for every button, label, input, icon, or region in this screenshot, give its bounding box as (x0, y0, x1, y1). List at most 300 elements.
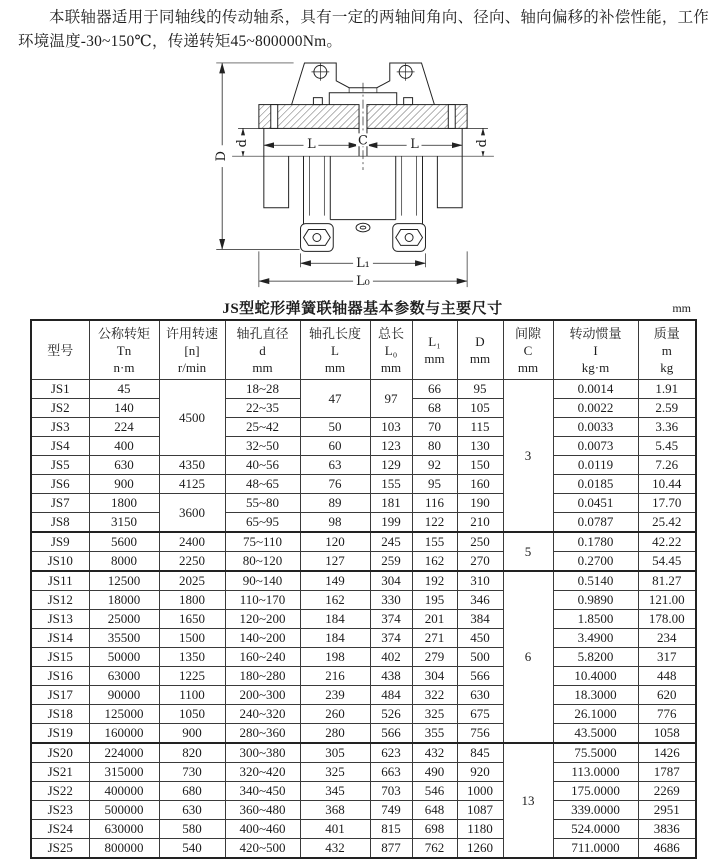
cell-JS25-l1: 762 (412, 839, 457, 859)
cell-JS6-l1: 95 (412, 475, 457, 494)
bolt-left (300, 224, 333, 252)
table-row-JS3 (31, 418, 696, 437)
cell-JS20-bore-length: 305 (300, 743, 370, 763)
cell-JS14-bore-diameter: 140~200 (225, 629, 300, 648)
dim-label-L1: L₁ (355, 256, 370, 272)
cell-JS4-bore-length: 60 (300, 437, 370, 456)
cell-JS16-l1: 304 (412, 667, 457, 686)
cell-JS5-bore-length: 63 (300, 456, 370, 475)
cell-JS4-total-length: 123 (370, 437, 412, 456)
cell-JS25-model: JS25 (31, 839, 89, 859)
cell-JS16-torque: 63000 (89, 667, 159, 686)
cell-JS23-inertia: 339.0000 (553, 801, 638, 820)
cell-JS9-outer-d: 250 (457, 532, 503, 552)
cell-JS24-bore-diameter: 400~460 (225, 820, 300, 839)
table-title: JS型蛇形弹簧联轴器基本参数与主要尺寸 (222, 301, 503, 317)
cell-JS9-torque: 5600 (89, 532, 159, 552)
cell-JS3-outer-d: 115 (457, 418, 503, 437)
cell-JS4-inertia: 0.0073 (553, 437, 638, 456)
table-row-JS7 (31, 494, 696, 513)
table-row-JS22 (31, 782, 696, 801)
cell-JS18-bore-diameter: 240~320 (225, 705, 300, 724)
cell-JS18-inertia: 26.1000 (553, 705, 638, 724)
cell-JS17-torque: 90000 (89, 686, 159, 705)
table-row-JS5 (31, 456, 696, 475)
table-row-JS9 (31, 532, 696, 552)
cell-JS14-mass: 234 (638, 629, 696, 648)
table-row-JS18 (31, 705, 696, 724)
table-row-JS4 (31, 437, 696, 456)
col-header-outer-d: D mm (457, 320, 503, 380)
cell-JS1-inertia: 0.0014 (553, 380, 638, 399)
cell-JS9-inertia: 0.1780 (553, 532, 638, 552)
cell-JS19-bore-diameter: 280~360 (225, 724, 300, 744)
col-header-model: 型号 (31, 320, 89, 380)
cell-JS23-torque: 500000 (89, 801, 159, 820)
cell-JS11-outer-d: 310 (457, 571, 503, 591)
col-header-bore-length: 轴孔长度 L mm (300, 320, 370, 380)
sleeve-walls (303, 156, 422, 223)
cell-JS11-gap: 6 (503, 571, 553, 743)
cell-JS7-outer-d: 190 (457, 494, 503, 513)
cell-JS21-outer-d: 920 (457, 763, 503, 782)
cell-JS2-inertia: 0.0022 (553, 399, 638, 418)
cell-JS15-mass: 317 (638, 648, 696, 667)
cell-JS11-torque: 12500 (89, 571, 159, 591)
cell-JS25-bore-diameter: 420~500 (225, 839, 300, 859)
cell-JS24-mass: 3836 (638, 820, 696, 839)
cell-JS4-outer-d: 130 (457, 437, 503, 456)
cell-JS24-bore-length: 401 (300, 820, 370, 839)
cell-JS15-l1: 279 (412, 648, 457, 667)
cell-JS8-torque: 3150 (89, 513, 159, 533)
cell-JS5-l1: 92 (412, 456, 457, 475)
cell-JS19-mass: 1058 (638, 724, 696, 744)
cell-JS6-speed: 4125 (159, 475, 225, 494)
cell-JS1-torque: 45 (89, 380, 159, 399)
cell-JS8-l1: 122 (412, 513, 457, 533)
bolt-right (392, 224, 425, 252)
col-header-mass: 质量 m kg (638, 320, 696, 380)
cell-JS7-inertia: 0.0451 (553, 494, 638, 513)
cell-JS1-l1: 66 (412, 380, 457, 399)
cell-JS13-torque: 25000 (89, 610, 159, 629)
cell-JS25-speed: 540 (159, 839, 225, 859)
cell-JS24-torque: 630000 (89, 820, 159, 839)
cell-JS11-inertia: 0.5140 (553, 571, 638, 591)
cell-JS22-bore-diameter: 340~450 (225, 782, 300, 801)
header-row (31, 320, 696, 380)
cell-JS10-outer-d: 270 (457, 552, 503, 572)
cell-JS13-total-length: 374 (370, 610, 412, 629)
cell-JS7-torque: 1800 (89, 494, 159, 513)
cell-JS9-bore-diameter: 75~110 (225, 532, 300, 552)
cell-JS3-model: JS3 (31, 418, 89, 437)
cell-JS3-total-length: 103 (370, 418, 412, 437)
cell-JS20-l1: 432 (412, 743, 457, 763)
col-header-total-length: 总长 L₀ mm (370, 320, 412, 380)
table-row-JS1 (31, 380, 696, 399)
shaft-stub-right (437, 156, 462, 208)
cell-JS4-mass: 5.45 (638, 437, 696, 456)
cell-JS16-bore-diameter: 180~280 (225, 667, 300, 686)
cell-JS6-torque: 900 (89, 475, 159, 494)
cell-JS15-torque: 50000 (89, 648, 159, 667)
cell-JS15-bore-diameter: 160~240 (225, 648, 300, 667)
cell-JS16-model: JS16 (31, 667, 89, 686)
sleeve-inner-lines (309, 156, 416, 216)
cell-JS6-inertia: 0.0185 (553, 475, 638, 494)
cell-JS2-model: JS2 (31, 399, 89, 418)
cell-JS21-inertia: 113.0000 (553, 763, 638, 782)
cell-JS21-bore-length: 325 (300, 763, 370, 782)
cell-JS7-bore-length: 89 (300, 494, 370, 513)
cell-JS10-model: JS10 (31, 552, 89, 572)
table-row-JS23 (31, 801, 696, 820)
spec-table (30, 319, 697, 859)
cell-JS23-total-length: 749 (370, 801, 412, 820)
cell-JS6-outer-d: 160 (457, 475, 503, 494)
cell-JS12-model: JS12 (31, 591, 89, 610)
cell-JS11-l1: 192 (412, 571, 457, 591)
cell-JS16-bore-length: 216 (300, 667, 370, 686)
cell-JS15-bore-length: 198 (300, 648, 370, 667)
cell-JS24-total-length: 815 (370, 820, 412, 839)
cell-JS7-model: JS7 (31, 494, 89, 513)
cell-JS22-bore-length: 345 (300, 782, 370, 801)
cell-JS13-mass: 178.00 (638, 610, 696, 629)
cell-JS11-model: JS11 (31, 571, 89, 591)
cell-JS20-outer-d: 845 (457, 743, 503, 763)
cell-JS7-mass: 17.70 (638, 494, 696, 513)
table-row-JS21 (31, 763, 696, 782)
table-row-JS16 (31, 667, 696, 686)
cell-JS15-speed: 1350 (159, 648, 225, 667)
cell-JS23-bore-diameter: 360~480 (225, 801, 300, 820)
cell-JS2-bore-diameter: 22~35 (225, 399, 300, 418)
cell-JS25-mass: 4686 (638, 839, 696, 859)
intro-paragraph: 本联轴器适用于同轴线的传动轴系，具有一定的两轴间角向、径向、轴向偏移的补偿性能，工作环境温度-30~150℃，传递转矩45~800000Nm。 (18, 9, 709, 50)
dim-label-D: D (213, 151, 229, 162)
cell-JS9-speed: 2400 (159, 532, 225, 552)
cell-JS24-l1: 698 (412, 820, 457, 839)
spring-slot-left (270, 105, 277, 129)
cell-JS15-inertia: 5.8200 (553, 648, 638, 667)
cell-JS12-bore-length: 162 (300, 591, 370, 610)
cell-JS7-total-length: 181 (370, 494, 412, 513)
lug-bolt-right (396, 63, 414, 81)
dim-label-L0: L₀ (355, 274, 370, 290)
cell-JS16-inertia: 10.4000 (553, 667, 638, 686)
table-row-JS25 (31, 839, 696, 859)
cell-JS10-bore-length: 127 (300, 552, 370, 572)
cell-JS22-torque: 400000 (89, 782, 159, 801)
col-header-torque: 公称转矩 Tn n·m (89, 320, 159, 380)
cell-JS20-bore-diameter: 300~380 (225, 743, 300, 763)
cell-JS1-bore-diameter: 18~28 (225, 380, 300, 399)
cell-JS9-model: JS9 (31, 532, 89, 552)
cell-JS5-model: JS5 (31, 456, 89, 475)
cell-JS19-model: JS19 (31, 724, 89, 744)
cell-JS21-model: JS21 (31, 763, 89, 782)
cell-JS23-speed: 630 (159, 801, 225, 820)
cell-JS7-bore-diameter: 55~80 (225, 494, 300, 513)
cell-JS1-bore-length: 47 (300, 380, 370, 418)
cell-JS4-model: JS4 (31, 437, 89, 456)
cell-JS1-outer-d: 95 (457, 380, 503, 399)
cell-JS12-bore-diameter: 110~170 (225, 591, 300, 610)
cell-JS14-inertia: 3.4900 (553, 629, 638, 648)
cell-JS19-speed: 900 (159, 724, 225, 744)
cell-JS18-total-length: 526 (370, 705, 412, 724)
table-row-JS6 (31, 475, 696, 494)
cell-JS19-inertia: 43.5000 (553, 724, 638, 744)
cell-JS15-total-length: 402 (370, 648, 412, 667)
cell-JS6-bore-diameter: 48~65 (225, 475, 300, 494)
cell-JS20-torque: 224000 (89, 743, 159, 763)
cell-JS8-bore-length: 98 (300, 513, 370, 533)
cell-JS18-bore-length: 260 (300, 705, 370, 724)
cell-JS22-speed: 680 (159, 782, 225, 801)
table-row-JS15 (31, 648, 696, 667)
cell-JS13-inertia: 1.8500 (553, 610, 638, 629)
cell-JS23-mass: 2951 (638, 801, 696, 820)
col-header-bore-diameter: 轴孔直径 d mm (225, 320, 300, 380)
cell-JS10-total-length: 259 (370, 552, 412, 572)
cell-JS19-bore-length: 280 (300, 724, 370, 744)
spring-slot-right (448, 105, 455, 129)
cell-JS6-model: JS6 (31, 475, 89, 494)
cell-JS9-l1: 155 (412, 532, 457, 552)
cell-JS24-speed: 580 (159, 820, 225, 839)
cell-JS12-torque: 18000 (89, 591, 159, 610)
cell-JS14-bore-length: 184 (300, 629, 370, 648)
cell-JS21-torque: 315000 (89, 763, 159, 782)
cell-JS8-total-length: 199 (370, 513, 412, 533)
shaft-stub-left (263, 156, 288, 208)
cell-JS2-mass: 2.59 (638, 399, 696, 418)
cell-JS14-total-length: 374 (370, 629, 412, 648)
cell-JS5-bore-diameter: 40~56 (225, 456, 300, 475)
cell-JS22-mass: 2269 (638, 782, 696, 801)
cell-JS17-bore-length: 239 (300, 686, 370, 705)
table-title-row (0, 297, 725, 317)
cell-JS11-total-length: 304 (370, 571, 412, 591)
table-row-JS13 (31, 610, 696, 629)
table-row-JS11 (31, 571, 696, 591)
cell-JS22-inertia: 175.0000 (553, 782, 638, 801)
cell-JS15-outer-d: 500 (457, 648, 503, 667)
cell-JS21-total-length: 663 (370, 763, 412, 782)
cell-JS8-mass: 25.42 (638, 513, 696, 533)
cell-JS21-bore-diameter: 320~420 (225, 763, 300, 782)
cell-JS10-speed: 2250 (159, 552, 225, 572)
cell-JS25-bore-length: 432 (300, 839, 370, 859)
cell-JS16-speed: 1225 (159, 667, 225, 686)
cell-JS23-outer-d: 1087 (457, 801, 503, 820)
cell-JS13-bore-diameter: 120~200 (225, 610, 300, 629)
cell-JS13-bore-length: 184 (300, 610, 370, 629)
cell-JS1-model: JS1 (31, 380, 89, 399)
cell-JS9-gap: 5 (503, 532, 553, 571)
cell-JS7-speed: 3600 (159, 494, 225, 533)
cell-JS8-inertia: 0.0787 (553, 513, 638, 533)
cell-JS1-speed: 4500 (159, 380, 225, 456)
dim-label-C: C (357, 133, 368, 149)
cell-JS22-total-length: 703 (370, 782, 412, 801)
cell-JS25-inertia: 711.0000 (553, 839, 638, 859)
cell-JS24-model: JS24 (31, 820, 89, 839)
cell-JS10-l1: 162 (412, 552, 457, 572)
cell-JS17-l1: 322 (412, 686, 457, 705)
cell-JS18-l1: 325 (412, 705, 457, 724)
cell-JS11-mass: 81.27 (638, 571, 696, 591)
cell-JS16-outer-d: 566 (457, 667, 503, 686)
cell-JS20-model: JS20 (31, 743, 89, 763)
drawing-container (163, 57, 563, 295)
cell-JS3-inertia: 0.0033 (553, 418, 638, 437)
cell-JS16-mass: 448 (638, 667, 696, 686)
cell-JS1-gap: 3 (503, 380, 553, 533)
cell-JS6-bore-length: 76 (300, 475, 370, 494)
cell-JS19-l1: 355 (412, 724, 457, 744)
cell-JS19-total-length: 566 (370, 724, 412, 744)
cell-JS18-speed: 1050 (159, 705, 225, 724)
cell-JS7-l1: 116 (412, 494, 457, 513)
cell-JS20-speed: 820 (159, 743, 225, 763)
cell-JS12-mass: 121.00 (638, 591, 696, 610)
cell-JS10-mass: 54.45 (638, 552, 696, 572)
cell-JS10-inertia: 0.2700 (553, 552, 638, 572)
cell-JS17-inertia: 18.3000 (553, 686, 638, 705)
cell-JS2-outer-d: 105 (457, 399, 503, 418)
cell-JS9-bore-length: 120 (300, 532, 370, 552)
center-grease-hole (356, 223, 370, 232)
cell-JS20-inertia: 75.5000 (553, 743, 638, 763)
cell-JS14-torque: 35500 (89, 629, 159, 648)
coupling-drawing (163, 57, 563, 295)
cell-JS3-torque: 224 (89, 418, 159, 437)
cell-JS13-l1: 201 (412, 610, 457, 629)
cell-JS21-mass: 1787 (638, 763, 696, 782)
cell-JS5-inertia: 0.0119 (553, 456, 638, 475)
cell-JS20-gap: 13 (503, 743, 553, 858)
cell-JS2-l1: 68 (412, 399, 457, 418)
cell-JS23-l1: 648 (412, 801, 457, 820)
cell-JS5-torque: 630 (89, 456, 159, 475)
cell-JS3-bore-diameter: 25~42 (225, 418, 300, 437)
cell-JS22-outer-d: 1000 (457, 782, 503, 801)
col-header-inertia: 转动惯量 I kg·m (553, 320, 638, 380)
cell-JS23-model: JS23 (31, 801, 89, 820)
table-row-JS17 (31, 686, 696, 705)
cell-JS12-outer-d: 346 (457, 591, 503, 610)
cell-JS14-l1: 271 (412, 629, 457, 648)
table-row-JS19 (31, 724, 696, 744)
lug-bolt-left (311, 63, 329, 81)
cell-JS21-speed: 730 (159, 763, 225, 782)
cell-JS13-speed: 1650 (159, 610, 225, 629)
cell-JS25-torque: 800000 (89, 839, 159, 859)
table-row-JS10 (31, 552, 696, 572)
cell-JS11-bore-diameter: 90~140 (225, 571, 300, 591)
table-row-JS14 (31, 629, 696, 648)
cell-JS12-speed: 1800 (159, 591, 225, 610)
cell-JS15-model: JS15 (31, 648, 89, 667)
cell-JS18-mass: 776 (638, 705, 696, 724)
cell-JS9-total-length: 245 (370, 532, 412, 552)
cell-JS25-total-length: 877 (370, 839, 412, 859)
cell-JS4-bore-diameter: 32~50 (225, 437, 300, 456)
cell-JS18-model: JS18 (31, 705, 89, 724)
cell-JS10-bore-diameter: 80~120 (225, 552, 300, 572)
cell-JS20-mass: 1426 (638, 743, 696, 763)
cell-JS16-total-length: 438 (370, 667, 412, 686)
dim-label-L-left: L (306, 137, 316, 153)
cell-JS24-outer-d: 1180 (457, 820, 503, 839)
table-unit-label: mm (672, 301, 691, 315)
cell-JS23-bore-length: 368 (300, 801, 370, 820)
dim-label-d-right: d (474, 139, 490, 148)
cell-JS13-outer-d: 384 (457, 610, 503, 629)
cell-JS3-l1: 70 (412, 418, 457, 437)
cell-JS13-model: JS13 (31, 610, 89, 629)
table-row-JS8 (31, 513, 696, 533)
table-header (31, 320, 696, 380)
cell-JS19-outer-d: 756 (457, 724, 503, 744)
cell-JS14-speed: 1500 (159, 629, 225, 648)
cell-JS5-outer-d: 150 (457, 456, 503, 475)
cell-JS19-torque: 160000 (89, 724, 159, 744)
table-row-JS12 (31, 591, 696, 610)
cell-JS14-model: JS14 (31, 629, 89, 648)
cell-JS17-speed: 1100 (159, 686, 225, 705)
cell-JS8-model: JS8 (31, 513, 89, 533)
cell-JS1-total-length: 97 (370, 380, 412, 418)
cell-JS4-torque: 400 (89, 437, 159, 456)
cell-JS18-outer-d: 675 (457, 705, 503, 724)
cell-JS10-torque: 8000 (89, 552, 159, 572)
dim-label-L-right: L (409, 137, 419, 153)
cell-JS17-total-length: 484 (370, 686, 412, 705)
cell-JS8-outer-d: 210 (457, 513, 503, 533)
col-header-gap: 间隙 C mm (503, 320, 553, 380)
cell-JS12-inertia: 0.9890 (553, 591, 638, 610)
cell-JS12-l1: 195 (412, 591, 457, 610)
table-body (31, 380, 696, 859)
cell-JS8-bore-diameter: 65~95 (225, 513, 300, 533)
cell-JS17-mass: 620 (638, 686, 696, 705)
cell-JS3-bore-length: 50 (300, 418, 370, 437)
cell-JS22-l1: 546 (412, 782, 457, 801)
dim-label-d-left: d (234, 139, 250, 148)
cell-JS22-model: JS22 (31, 782, 89, 801)
cell-JS5-total-length: 129 (370, 456, 412, 475)
table-row-JS24 (31, 820, 696, 839)
cell-JS5-speed: 4350 (159, 456, 225, 475)
cell-JS3-mass: 3.36 (638, 418, 696, 437)
table-row-JS20 (31, 743, 696, 763)
cell-JS1-mass: 1.91 (638, 380, 696, 399)
cell-JS5-mass: 7.26 (638, 456, 696, 475)
col-header-speed: 许用转速 [n] r/min (159, 320, 225, 380)
cell-JS2-torque: 140 (89, 399, 159, 418)
cell-JS9-mass: 42.22 (638, 532, 696, 552)
cell-JS14-outer-d: 450 (457, 629, 503, 648)
cell-JS24-inertia: 524.0000 (553, 820, 638, 839)
cell-JS18-torque: 125000 (89, 705, 159, 724)
cell-JS25-outer-d: 1260 (457, 839, 503, 859)
